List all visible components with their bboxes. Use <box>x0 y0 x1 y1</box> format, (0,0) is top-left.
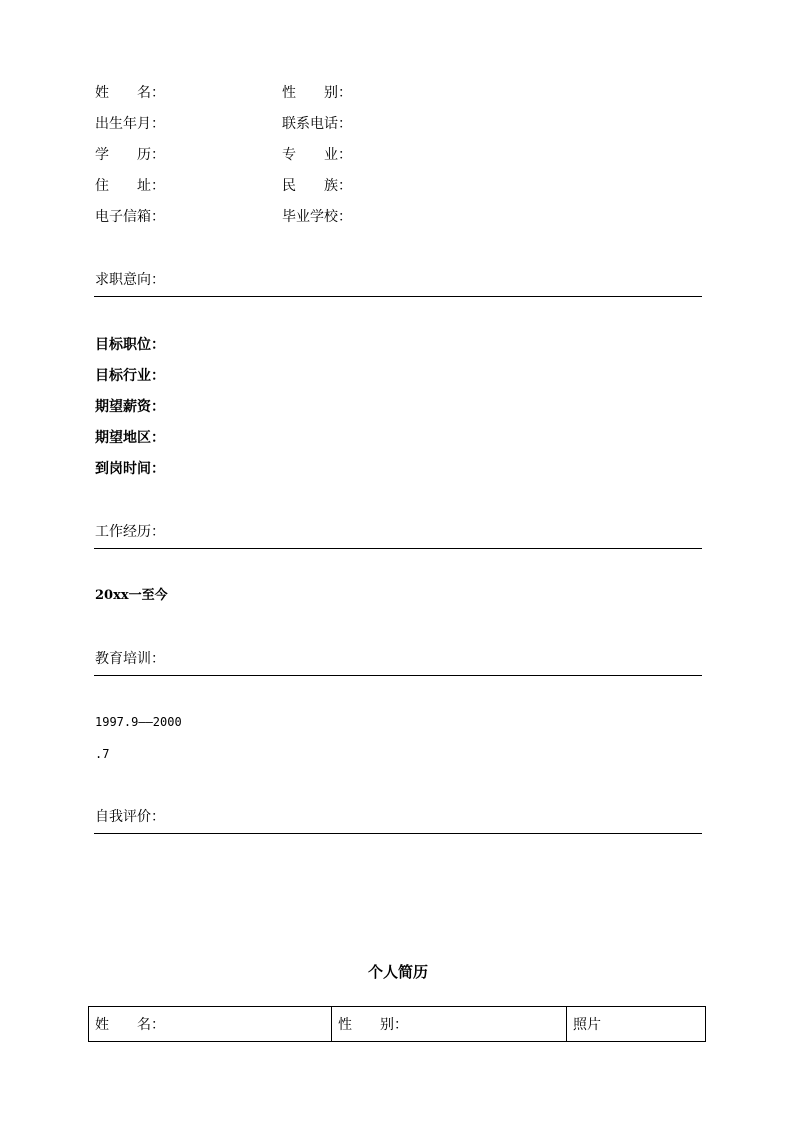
job-intention-heading: 求职意向： <box>95 272 165 288</box>
table-photo-label: 照片 <box>573 1017 601 1033</box>
work-experience-heading: 工作经历： <box>95 524 165 540</box>
school-label: 毕业学校： <box>282 209 352 225</box>
table-gender-label: 性 别： <box>338 1017 408 1033</box>
phone-label: 联系电话： <box>282 116 352 132</box>
gender-label: 性 别： <box>282 85 352 101</box>
self-evaluation-heading: 自我评价： <box>95 809 165 825</box>
start-time-label: 到岗时间： <box>95 461 165 477</box>
ethnicity-label: 民 族： <box>282 178 352 194</box>
job-intention-divider <box>94 296 702 297</box>
work-experience-divider <box>94 548 702 549</box>
resume-title: 个人简历 <box>368 963 429 981</box>
education-period-line1: 1997.9——2000 <box>95 715 182 729</box>
address-label: 住 址： <box>95 178 165 194</box>
name-label: 姓 名： <box>95 85 165 101</box>
table-name-label: 姓 名： <box>95 1017 165 1033</box>
table-row <box>89 1007 706 1042</box>
self-evaluation-divider <box>94 833 702 834</box>
birth-label: 出生年月： <box>95 116 165 132</box>
resume-table <box>88 1006 706 1042</box>
major-label: 专 业： <box>282 147 352 163</box>
education-period-line2: .7 <box>95 747 110 761</box>
expected-region-label: 期望地区： <box>95 430 165 446</box>
target-position-label: 目标职位： <box>95 337 165 353</box>
expected-salary-label: 期望薪资： <box>95 399 165 415</box>
email-label: 电子信箱： <box>95 209 165 225</box>
education-label: 学 历： <box>95 147 165 163</box>
table-cell-photo <box>567 1007 706 1042</box>
work-period: 20xx一至今 <box>95 588 168 603</box>
table-cell-name <box>89 1007 332 1042</box>
table-cell-gender <box>332 1007 567 1042</box>
education-training-divider <box>94 675 702 676</box>
education-training-heading: 教育培训： <box>95 651 165 667</box>
target-industry-label: 目标行业： <box>95 368 165 384</box>
